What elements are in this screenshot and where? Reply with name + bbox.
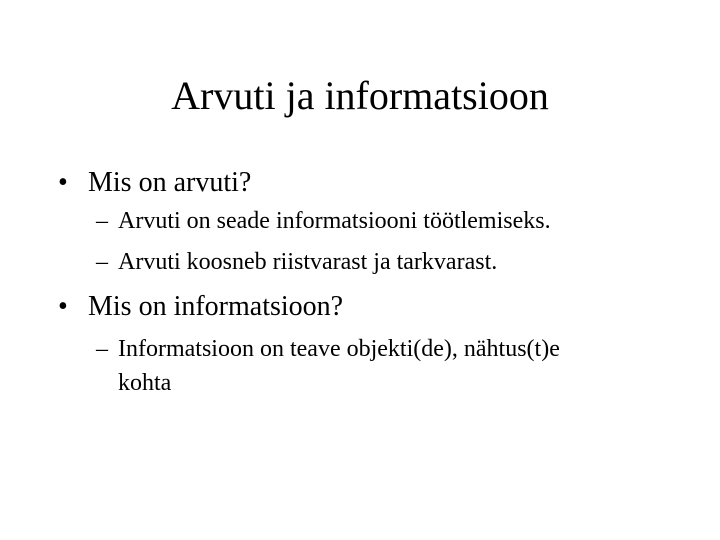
- slide-title: Arvuti ja informatsioon: [171, 73, 549, 118]
- sub-item: [96, 206, 551, 236]
- bullet-text: Mis on arvuti?: [88, 167, 252, 198]
- sub-item-text: Arvuti on seade informatsiooni töötlemiseks.: [118, 208, 551, 234]
- sub-item-text: Informatsioon on teave objekti(de), nähtus(t)e: [118, 336, 560, 362]
- bullet-item: [58, 166, 251, 200]
- dash-marker: –: [96, 249, 108, 275]
- dash-marker: –: [96, 208, 108, 234]
- sub-item-text: Arvuti koosneb riistvarast ja tarkvarast.: [118, 249, 498, 275]
- sub-item: [96, 247, 497, 277]
- bullet-item: [58, 290, 343, 324]
- bullet-marker: •: [58, 167, 68, 198]
- dash-marker: –: [96, 336, 108, 362]
- sub-item: [96, 334, 560, 364]
- bullet-text: Mis on informatsioon?: [88, 291, 344, 322]
- sub-item-continuation: kohta: [118, 370, 172, 396]
- bullet-marker: •: [58, 291, 68, 322]
